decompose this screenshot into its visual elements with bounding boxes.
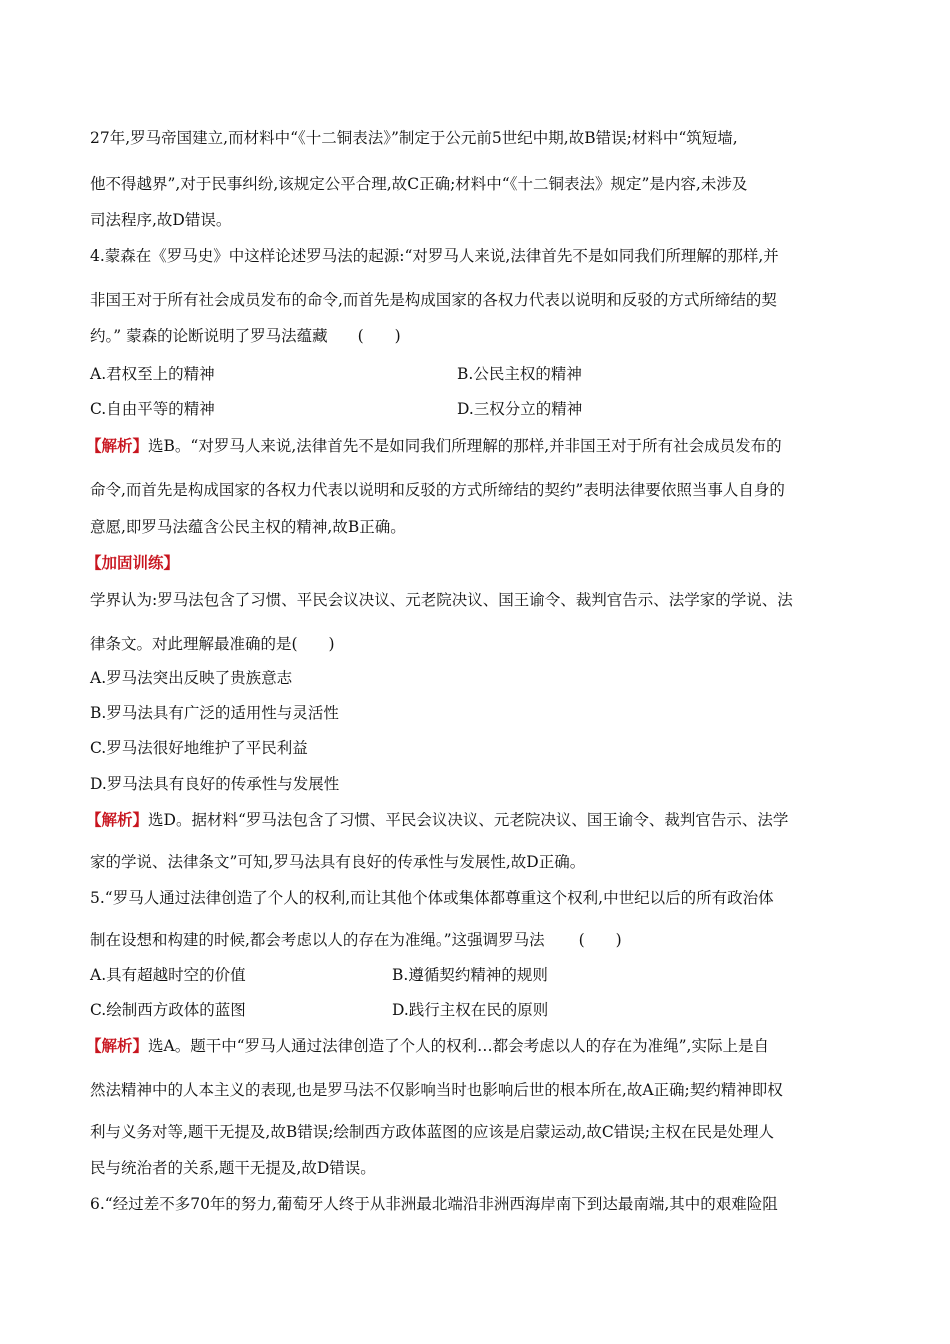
reinforcement-tag: 【加固训练】 [86, 553, 180, 572]
analysis-line [86, 810, 858, 830]
option-row [90, 1000, 862, 1020]
reinforcement-line: 律条文。对此理解最准确的是( ) [90, 635, 335, 653]
analysis-tag: 【解析】 [86, 1036, 149, 1055]
option-a: A.罗马法突出反映了贵族意志 [90, 669, 293, 687]
option-d: D.罗马法具有良好的传承性与发展性 [90, 775, 340, 793]
analysis-tag: 【解析】 [86, 810, 149, 829]
option-c: C.绘制西方政体的蓝图 [90, 1001, 246, 1019]
option-c: C.自由平等的精神 [90, 400, 215, 418]
analysis-line [86, 1036, 858, 1056]
question-4-stem-end: 约。” 蒙森的论断说明了罗马法蕴藏 [90, 327, 328, 345]
question-5-stem-end: 制在设想和构建的时候,都会考虑以人的存在为准绳。”这强调罗马法 [90, 931, 545, 949]
text-line: 司法程序,故D错误。 [90, 211, 232, 229]
analysis-line: 家的学说、法律条文”可知,罗马法具有良好的传承性与发展性,故D正确。 [90, 853, 586, 871]
option-a: A.君权至上的精神 [90, 365, 215, 383]
reinforcement-heading [86, 553, 858, 573]
analysis-line: 然法精神中的人本主义的表现,也是罗马法不仅影响当时也影响后世的根本所在,故A正确;契约精神即权 [90, 1081, 783, 1099]
analysis-text: 选A。题干中“罗马人通过法律创造了个人的权利…都会考虑以人的存在为准绳”,实际上是自 [148, 1037, 769, 1055]
question-4-line: 4.蒙森在《罗马史》中这样论述罗马法的起源:“对罗马人来说,法律首先不是如同我们所理解的那样,并 [90, 247, 779, 265]
analysis-line: 利与义务对等,题干无提及,故B错误;绘制西方政体蓝图的应该是启蒙运动,故C错误;主权在民是处理人 [90, 1123, 774, 1141]
question-5-line: 5.“罗马人通过法律创造了个人的权利,而让其他个体或集体都尊重这个权利,中世纪以后的所有政治体 [90, 889, 774, 907]
analysis-tag: 【解析】 [86, 436, 149, 455]
option-d: D.三权分立的精神 [457, 400, 583, 418]
analysis-line: 意愿,即罗马法蕴含公民主权的精神,故B正确。 [90, 518, 406, 536]
option-b: B.公民主权的精神 [457, 365, 582, 383]
analysis-line: 命令,而首先是构成国家的各权力代表以说明和反驳的方式所缔结的契约”表明法律要依照当事人自身的 [90, 481, 785, 499]
option-row [90, 399, 862, 419]
question-5-line [90, 930, 862, 950]
text-line: 27年,罗马帝国建立,而材料中“《十二铜表法》”制定于公元前5世纪中期,故B错误;材料中“筑短墙, [90, 129, 738, 147]
answer-paren: ( ) [357, 327, 401, 345]
option-a: A.具有超越时空的价值 [90, 966, 246, 984]
analysis-line [86, 436, 858, 456]
analysis-text: 选D。据材料“罗马法包含了习惯、平民会议决议、元老院决议、国王谕令、裁判官告示、法学 [148, 811, 789, 829]
option-c: C.罗马法很好地维护了平民利益 [90, 739, 308, 757]
option-d: D.践行主权在民的原则 [392, 1001, 549, 1019]
option-row [90, 364, 862, 384]
reinforcement-line: 学界认为:罗马法包含了习惯、平民会议决议、元老院决议、国王谕令、裁判官告示、法学家的学说、法 [90, 591, 793, 609]
option-b: B.遵循契约精神的规则 [392, 966, 548, 984]
question-4-line: 非国王对于所有社会成员发布的命令,而首先是构成国家的各权力代表以说明和反驳的方式所缔结的契 [90, 291, 777, 309]
question-6-line: 6.“经过差不多70年的努力,葡萄牙人终于从非洲最北端沿非洲西海岸南下到达最南端,其中的艰难险阻 [90, 1195, 778, 1213]
option-b: B.罗马法具有广泛的适用性与灵活性 [90, 704, 339, 722]
analysis-text: 选B。“对罗马人来说,法律首先不是如同我们所理解的那样,并非国王对于所有社会成员发布的 [148, 437, 782, 455]
question-4-line [90, 326, 862, 346]
answer-paren: ( ) [578, 931, 622, 949]
option-row [90, 965, 862, 985]
analysis-line: 民与统治者的关系,题干无提及,故D错误。 [90, 1159, 376, 1177]
text-line: 他不得越界”,对于民事纠纷,该规定公平合理,故C正确;材料中“《十二铜表法》规定”是内容,未涉及 [90, 175, 748, 193]
